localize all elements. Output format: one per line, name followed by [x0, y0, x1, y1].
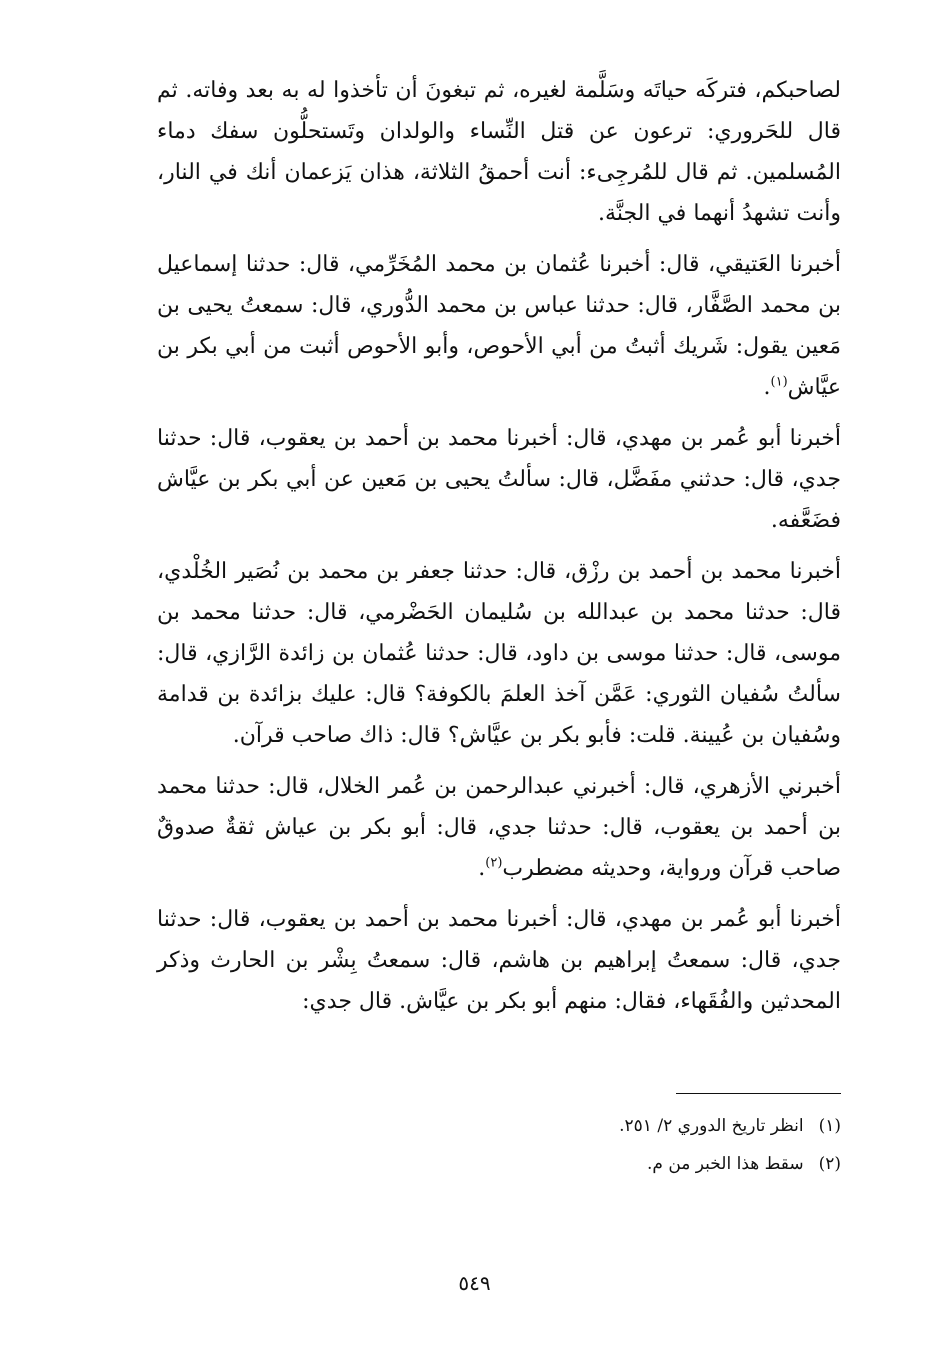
main-text: [157, 70, 841, 1032]
footnotes: [157, 1110, 841, 1186]
footnote-ref-2: (٢): [485, 855, 503, 871]
footnote-1-text: انظر تاريخ الدوري ٢/ ٢٥١.: [619, 1116, 804, 1136]
paragraph-4: أخبرنا محمد بن أحمد بن رزْق، قال: حدثنا جعفر بن محمد بن نُصَير الخُلْدي، قال: حدثنا محمد بن عبدالله بن سُليمان الحَضْرمي، قال: حدثنا محمد بن موسى، قال: حدثنا موسى بن داود، قال: حدثنا عُثمان بن زائدة الرَّازي، قال: سألتُ سُفيان الثوري: عَمَّن آخذ العلمَ بالكوفة؟ قال: عليك بزائدة بن قدامة وسُفيان بن عُيينة. قلت: فأبو بكر بن عيَّاش؟ قال: ذاك صاحب قرآن.: [157, 559, 841, 748]
paragraph-5: [157, 766, 841, 889]
footnote-ref-1: (١): [770, 374, 788, 390]
footnote-2-text: سقط هذا الخبر من م.: [647, 1154, 804, 1174]
footnote-1-number: (١): [818, 1116, 841, 1136]
paragraph-2-end: .: [763, 375, 771, 400]
paragraph-5-text: أخبرني الأزهري، قال: أخبرني عبدالرحمن بن عُمر الخلال، قال: حدثنا محمد بن أحمد بن يعقوب، قال: حدثنا جدي، قال: أبو بكر بن عياش ثقةٌ صدوقٌ صاحب قرآن ورواية، وحديثه مضطرب: [157, 774, 841, 881]
footnote-1: [157, 1110, 841, 1142]
footnote-2: [157, 1148, 841, 1180]
paragraph-5-end: .: [478, 856, 486, 881]
paragraph-1: لصاحبكم، فتركَه حياتَه وسَلَّمة لغيره، ثم تبغونَ أن تأخذوا له به بعد وفاته. ثم قال للحَروري: ترعون عن قتل النِّساء والولدان وتَستحلُّون سفك دماء المُسلمين. ثم قال للمُرجِىء: أنت أحمقُ الثلاثة، هذان يَزعمان أنك في النار، وأنت تشهدُ أنهما في الجنَّة.: [157, 78, 841, 226]
footnote-2-number: (٢): [818, 1154, 841, 1174]
paragraph-2: [157, 244, 841, 408]
paragraph-6: أخبرنا أبو عُمر بن مهدي، قال: أخبرنا محمد بن أحمد بن يعقوب، قال: حدثنا جدي، قال: سمعتُ إبراهيم بن هاشم، قال: سمعتُ بِشْر بن الحارث وذكر المحدثين والفُقَهاء، فقال: منهم أبو بكر بن عيَّاش. قال جدي:: [157, 907, 841, 1014]
paragraph-2-text: أخبرنا العَتيقي، قال: أخبرنا عُثمان بن محمد المُخَرِّمي، قال: حدثنا إسماعيل بن محمد الصَّفَّار، قال: حدثنا عباس بن محمد الدُّوري، قال: سمعتُ يحيى بن مَعين يقول: شَريك أثبتُ من أبي الأحوص، وأبو الأحوص أثبت من أبي بكر بن عيَّاش: [157, 252, 841, 400]
paragraph-3: أخبرنا أبو عُمر بن مهدي، قال: أخبرنا محمد بن أحمد بن يعقوب، قال: حدثنا جدي، قال: حدثني مفَضَّل، قال: سألتُ يحيى بن مَعين عن أبي بكر بن عيَّاش فضَعَّفه.: [157, 426, 841, 533]
footnote-divider: [676, 1093, 841, 1094]
page-number: ٥٤٩: [458, 1271, 491, 1295]
